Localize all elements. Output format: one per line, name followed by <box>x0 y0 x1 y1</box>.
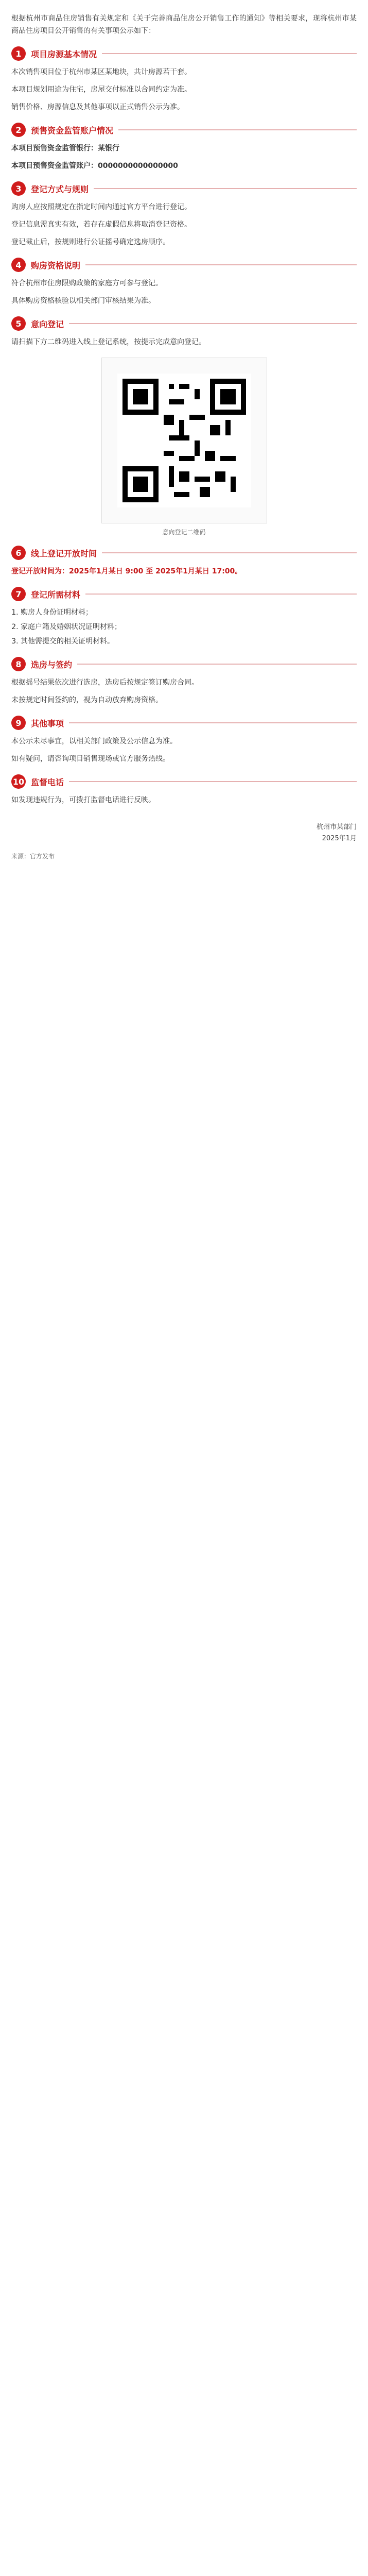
section-1-divider <box>102 53 357 54</box>
section-6-para-1: 登记开放时间为：2025年1月某日 9:00 至 2025年1月某日 17:00。 <box>11 567 242 575</box>
section-4-title: 购房资格说明 <box>31 260 81 270</box>
section-6-title: 线上登记开放时间 <box>31 548 97 558</box>
section-3-para-2: 登记信息需真实有效，若存在虚假信息将取消登记资格。 <box>11 221 191 229</box>
signature-date: 2025年1月 <box>322 835 357 842</box>
section-1-para-2: 本项目规划用途为住宅，房屋交付标准以合同约定为准。 <box>11 86 191 94</box>
section-2-divider <box>118 129 357 130</box>
section-3-badge: 3 <box>11 181 26 196</box>
section-1-para-3: 销售价格、房源信息及其他事项以正式销售公示为准。 <box>11 103 184 111</box>
section-2-badge: 2 <box>11 123 26 137</box>
section-4-para-1: 符合杭州市住房限购政策的家庭方可参与登记。 <box>11 279 163 287</box>
section-7-item-3: 3. 其他需提交的相关证明材料。 <box>21 635 357 648</box>
section-8-badge: 8 <box>11 657 26 671</box>
section-9-divider <box>69 722 357 723</box>
section-1-para-1: 本次销售项目位于杭州市某区某地块，共计房源若干套。 <box>11 68 191 76</box>
section-7-item-1: 1. 购房人身份证明材料； <box>21 606 357 619</box>
section-6-badge: 6 <box>11 546 26 560</box>
section-9-title: 其他事项 <box>31 718 64 728</box>
section-7 <box>11 587 357 601</box>
section-4-para-2: 具体购房资格核验以相关部门审核结果为准。 <box>11 297 155 305</box>
section-2-title: 预售资金监管账户情况 <box>31 125 114 135</box>
intro-paragraph: 根据杭州市商品住房销售有关规定和《关于完善商品住房公开销售工作的通知》等相关要求，现将杭州市某商品住房项目公开销售的有关事项公示如下： <box>11 14 357 35</box>
section-2-para-1: 本项目预售资金监管银行：某银行 <box>11 144 119 152</box>
qr-caption: 意向登记二维码 <box>162 529 206 536</box>
section-9-para-2: 如有疑问，请咨询项目销售现场或官方服务热线。 <box>11 755 170 763</box>
section-4 <box>11 258 357 272</box>
section-5-badge: 5 <box>11 316 26 331</box>
section-5-para-1: 请扫描下方二维码进入线上登记系统，按提示完成意向登记。 <box>11 338 206 346</box>
section-8-title: 选房与签约 <box>31 659 73 670</box>
section-8-para-1: 根据摇号结果依次进行选房，选房后按规定签订购房合同。 <box>11 679 199 687</box>
section-9 <box>11 716 357 730</box>
signature-org: 杭州市某部门 <box>316 823 357 831</box>
section-3 <box>11 181 357 196</box>
section-8 <box>11 657 357 671</box>
qr-code-icon <box>117 374 251 507</box>
section-1-badge: 1 <box>11 46 26 61</box>
section-10-para-1: 如发现违规行为，可拨打监督电话进行反映。 <box>11 796 155 804</box>
section-3-para-1: 购房人应按照规定在指定时间内通过官方平台进行登记。 <box>11 203 191 211</box>
section-7-list <box>11 606 357 648</box>
signature <box>11 822 357 844</box>
section-3-title: 登记方式与规则 <box>31 184 89 194</box>
section-2 <box>11 123 357 137</box>
section-8-divider <box>77 664 357 665</box>
qr-code[interactable] <box>101 358 267 523</box>
section-7-badge: 7 <box>11 587 26 601</box>
section-5-divider <box>69 323 357 324</box>
section-3-para-3: 登记截止后，按规则进行公证摇号确定选房顺序。 <box>11 238 170 246</box>
section-10-title: 监督电话 <box>31 777 64 787</box>
section-5-title: 意向登记 <box>31 319 64 329</box>
section-4-divider <box>85 264 357 265</box>
section-1-title: 项目房源基本情况 <box>31 49 97 59</box>
section-10-divider <box>69 781 357 782</box>
section-7-divider <box>85 594 357 595</box>
section-9-badge: 9 <box>11 716 26 730</box>
section-1 <box>11 46 357 61</box>
section-10-badge: 10 <box>11 774 26 789</box>
footer-note: 来源：官方发布 <box>11 853 55 860</box>
section-6-divider <box>102 552 357 553</box>
section-5 <box>11 316 357 331</box>
section-4-badge: 4 <box>11 258 26 272</box>
section-3-divider <box>94 188 357 189</box>
section-2-para-2: 本项目预售资金监管账户：0000000000000000 <box>11 162 178 170</box>
section-7-title: 登记所需材料 <box>31 589 81 600</box>
section-9-para-1: 本公示未尽事宜，以相关部门政策及公示信息为准。 <box>11 737 177 745</box>
section-7-item-2: 2. 家庭户籍及婚姻状况证明材料； <box>21 621 357 633</box>
section-8-para-2: 未按规定时间签约的，视为自动放弃购房资格。 <box>11 696 163 704</box>
section-10 <box>11 774 357 789</box>
section-6 <box>11 546 357 560</box>
